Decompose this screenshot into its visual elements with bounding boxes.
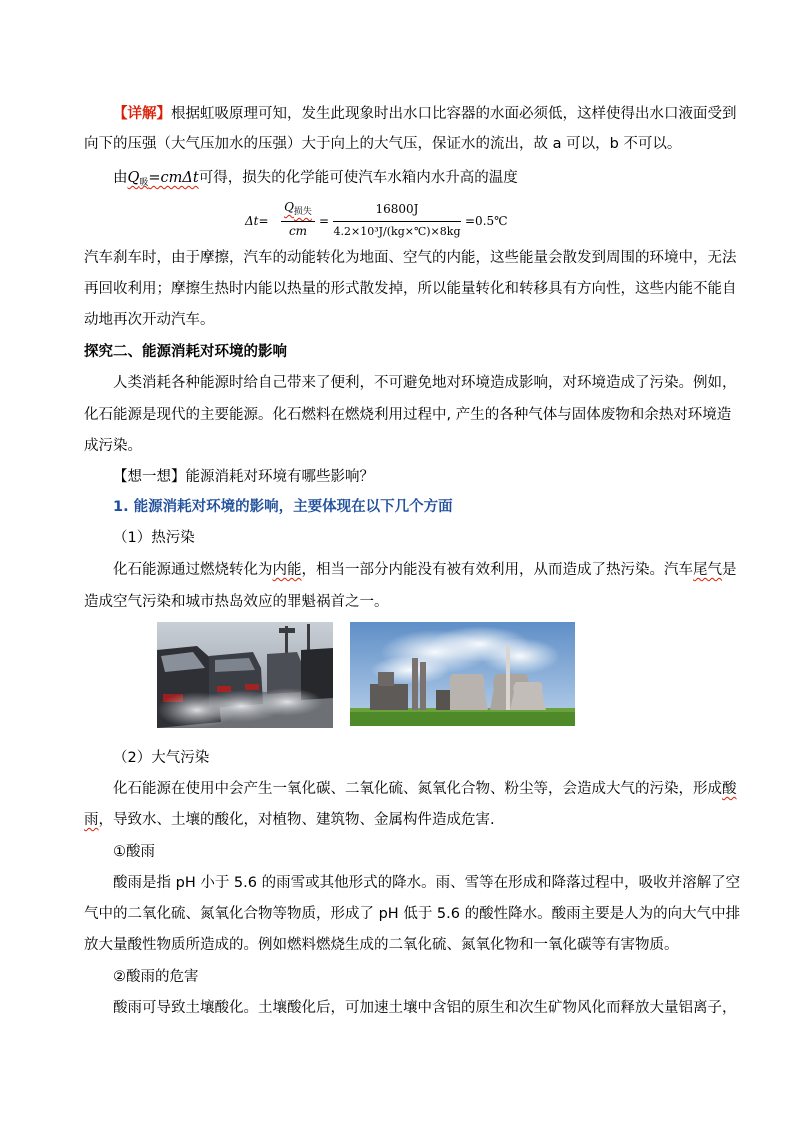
temperature-formula	[245, 200, 545, 244]
braking-line-2: 再回收利用；摩擦生热时内能以热量的形式散发掉，所以能量转化和转移具有方向性，这些内能不能自	[84, 281, 737, 297]
traffic-exhaust-illustration	[157, 622, 333, 728]
acid-rain-term-part1: 酸	[722, 781, 737, 797]
thermal-pollution-heading: （1）热污染	[113, 530, 195, 546]
braking-line-3: 动地再次开动汽车。	[84, 312, 215, 328]
air-pollution-text-d: ，导致水、土壤的酸化，对植物、建筑物、金属构件造成危害.	[98, 812, 495, 828]
fraction-2-bar	[333, 221, 461, 222]
acid-rain-harm-heading: ②酸雨的危害	[113, 969, 199, 985]
impact-heading: 1. 能源消耗对环境的影响，主要体现在以下几个方面	[113, 499, 453, 515]
fraction-1-sub: 损失	[293, 207, 312, 217]
intro-line-2: 化石能源是现代的主要能源。化石燃料在燃烧利用过程中, 产生的各种气体与固体废物和余热对环境造	[84, 407, 732, 423]
acid-rain-term-part2: 雨	[84, 812, 99, 828]
detail-line-2: 向下的压强（大气压加水的压强）大于向上的大气压，保证水的流出，故 a 可以，b 不可以。	[84, 136, 682, 152]
formula-equals: =	[319, 214, 330, 228]
section-title: 探究二、能源消耗对环境的影响	[84, 344, 287, 360]
power-plant-illustration	[350, 622, 575, 726]
air-pollution-line-1	[113, 779, 737, 799]
acid-rain-line-2: 气中的二氧化硫、氮氧化合物等物质，形成了 pH 低于 5.6 的酸性降水。酸雨主要是人为的向大气中排	[84, 906, 741, 922]
fraction-1-denominator: cm	[288, 224, 308, 238]
fraction-2-numerator: 16800J	[375, 202, 419, 216]
power-plant-photo	[350, 622, 575, 726]
air-pollution-text-a: 化石能源在使用中会产生一氧化碳、二氧化硫、氮氧化合物、粉尘等，会造成大气的污染，形成	[113, 781, 722, 797]
formula-result: =0.5℃	[465, 214, 508, 228]
traffic-exhaust-photo	[157, 622, 333, 728]
q-subscript: 吸	[139, 178, 149, 188]
thermal-text-c: ，相当一部分内能没有被有效利用，从而造成了热污染。汽车	[301, 562, 693, 578]
think-prompt: 【想一想】能源消耗对环境有哪些影响？	[113, 469, 374, 485]
fraction-1-numerator	[281, 200, 315, 217]
detail-tag: 【详解】	[113, 106, 171, 122]
air-pollution-line-2	[84, 810, 495, 830]
formula-intro-pre: 由	[113, 170, 128, 186]
acid-rain-heading: ①酸雨	[113, 844, 155, 860]
acid-rain-harm-line-1: 酸雨可导致土壤酸化。土壤酸化后，可加速土壤中含铝的原生和次生矿物风化而释放大量铝离子，	[113, 1000, 737, 1016]
heat-formula-inline	[128, 170, 199, 186]
q-symbol: Q	[127, 170, 140, 186]
braking-line-1: 汽车刹车时，由于摩擦，汽车的动能转化为地面、空气的内能，这些能量会散发到周围的环境中，无法	[84, 250, 737, 266]
thermal-text-e: 是	[722, 562, 737, 578]
formula-lhs: Δt=	[245, 214, 269, 228]
formula-intro-post: 可得，损失的化学能可使汽车水箱内水升高的温度	[198, 170, 518, 186]
acid-rain-line-3: 放大量酸性物质所造成的。例如燃料燃烧生成的二氧化硫、氮氧化物和一氧化碳等有害物质。	[84, 937, 679, 953]
thermal-line-2: 造成空气污染和城市热岛效应的罪魁祸首之一。	[84, 594, 389, 610]
heat-formula-rhs: =cmΔt	[148, 170, 199, 186]
intro-line-1: 人类消耗各种能源时给自己带来了便利，不可避免地对环境造成影响，对环境造成了污染。例如，	[113, 375, 737, 391]
air-pollution-heading: （2）大气污染	[113, 750, 210, 766]
thermal-term-internal-energy: 内能	[272, 562, 302, 578]
detail-text-1: 根据虹吸原理可知，发生此现象时出水口比容器的水面必须低，这样使得出水口液面受到	[171, 106, 737, 122]
formula-intro-line	[113, 168, 518, 193]
detail-line-1	[113, 104, 737, 124]
thermal-text-a: 化石能源通过燃烧转化为	[113, 562, 273, 578]
fraction-1-q: Q	[284, 200, 294, 214]
acid-rain-line-1: 酸雨是指 pH 小于 5.6 的雨雪或其他形式的降水。雨、雪等在形成和降落过程中，吸收并溶解了空	[113, 875, 741, 891]
fraction-1-bar	[281, 221, 315, 222]
thermal-line-1	[113, 560, 737, 580]
fraction-2-denominator: 4.2×10³J/(kg×℃)×8kg	[333, 225, 461, 238]
intro-line-3: 成污染。	[84, 438, 142, 454]
thermal-term-exhaust: 尾气	[693, 562, 722, 578]
